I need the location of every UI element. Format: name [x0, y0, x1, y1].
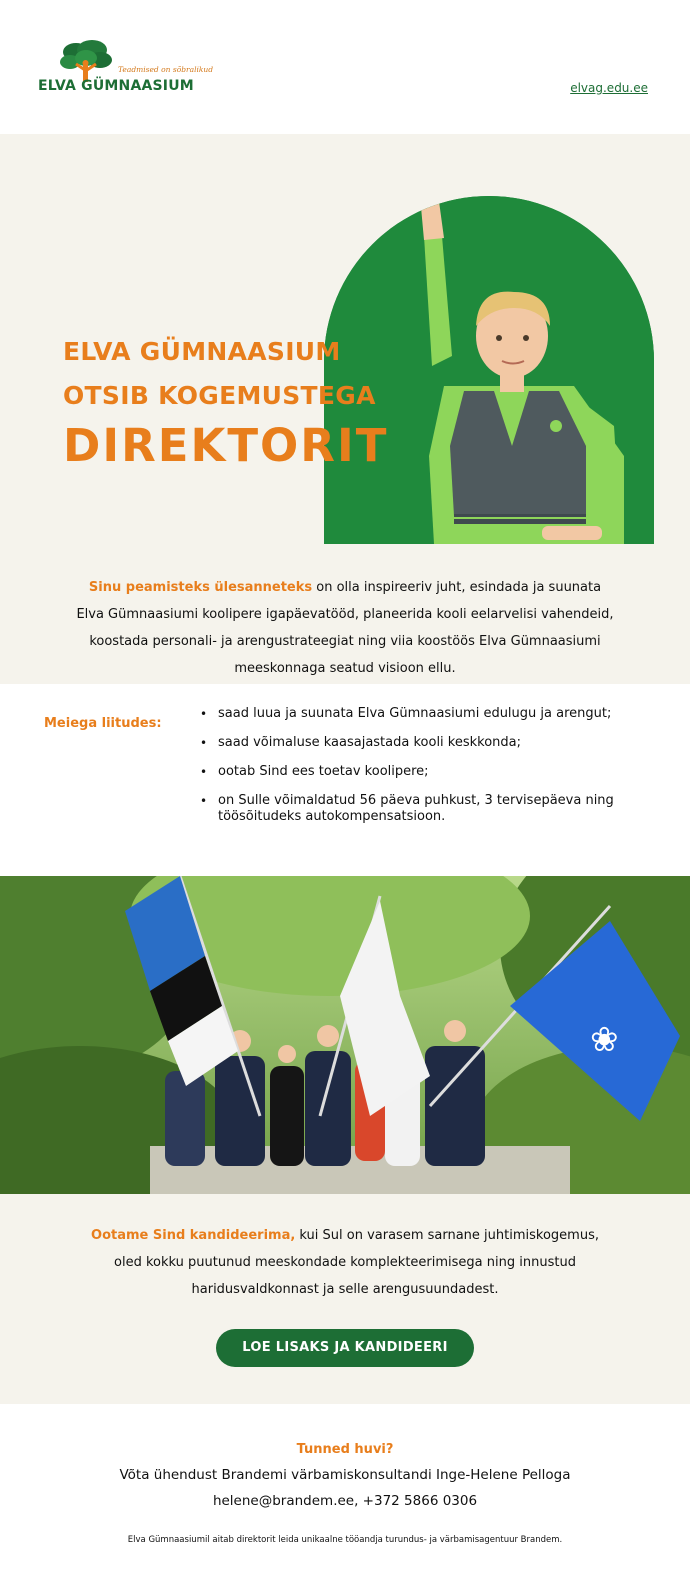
apply-text-1: kui Sul on varasem sarnane juhtimiskogemus, — [295, 1228, 599, 1243]
apply-paragraph — [40, 1222, 650, 1303]
hero-headline — [63, 330, 388, 474]
benefits-title: Meiega liitudes: — [44, 716, 162, 731]
apply-section — [0, 1194, 690, 1404]
logo-tagline: Teadmised on sõbralikud — [118, 65, 214, 74]
svg-text:❀: ❀ — [590, 1020, 619, 1060]
intro-text-2: Elva Gümnaasiumi koolipere igapäevatööd, planeerida kooli eelarvelisi vahendeid, — [76, 607, 614, 622]
benefit-item: • saad luua ja suunata Elva Gümnaasiumi edulugu ja arengut; — [200, 706, 650, 722]
contact-person: Võta ühendust Brandemi värbamiskonsultandi Inge-Helene Pelloga — [119, 1467, 571, 1483]
procession-image — [0, 876, 690, 1194]
school-procession-photo — [0, 876, 690, 1194]
benefit-item: • on Sulle võimaldatud 56 päeva puhkust, 3 tervisepäeva ning töösõitudeks autokompensatsioon. — [200, 793, 650, 825]
benefit-item: • saad võimaluse kaasajastada kooli keskkonda; — [200, 735, 650, 751]
website-link[interactable]: elvag.edu.ee — [570, 81, 648, 95]
logo-wordmark: ELVA GÜMNAASIUM — [38, 78, 194, 94]
benefits-section — [0, 684, 690, 876]
benefit-item: • ootab Sind ees toetav koolipere; — [200, 764, 650, 780]
apply-cta-button[interactable]: LOE LISAKS JA KANDIDEERI — [216, 1329, 474, 1367]
apply-text-2: oled kokku puutunud meeskondade komplekteerimisega ning innustud — [114, 1255, 576, 1270]
intro-text-1: on olla inspireeriv juht, esindada ja suunata — [312, 580, 602, 595]
tree-logo-icon — [56, 40, 116, 82]
footer-note: Elva Gümnaasiumil aitab direktorit leida unikaalne tööandja turundus- ja värbamisagentuur Brandem. — [127, 1535, 563, 1545]
intro-text-4: meeskonnaga seatud visioon ellu. — [234, 661, 456, 676]
contact-title: Tunned huvi? — [296, 1442, 394, 1457]
contact-details[interactable]: helene@brandem.ee, +372 5866 0306 — [212, 1493, 478, 1509]
intro-highlight: Sinu peamisteks ülesanneteks — [88, 580, 313, 595]
intro-text-3: koostada personali- ja arengustrateegiat ning viia koostöös Elva Gümnaasiumi — [89, 634, 601, 649]
benefits-list — [200, 706, 650, 838]
email-header — [0, 0, 690, 134]
contact-section — [0, 1404, 690, 1582]
apply-text-3: haridusvaldkonnast ja selle arengusuundadest. — [191, 1282, 499, 1297]
apply-highlight: Ootame Sind kandideerima, — [91, 1228, 296, 1243]
intro-paragraph — [40, 574, 650, 682]
headline-line-2: OTSIB KOGEMUSTEGA — [63, 381, 376, 410]
hero-section — [0, 134, 690, 684]
headline-line-3: DIREKTORIT — [63, 419, 389, 472]
headline-line-1: ELVA GÜMNAASIUM — [63, 337, 341, 366]
school-logo[interactable] — [38, 40, 213, 98]
